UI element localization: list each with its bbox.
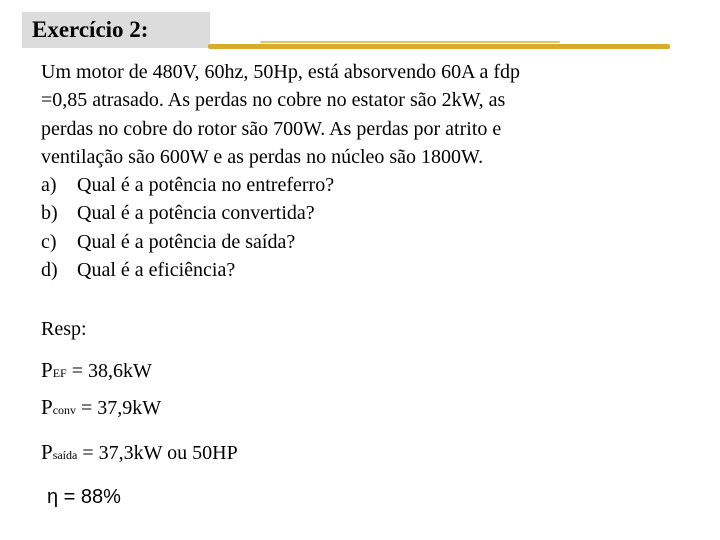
question-b xyxy=(41,199,641,227)
problem-line: =0,85 atrasado. As perdas no cobre no estator são 2kW, as xyxy=(41,89,506,112)
question-text: Qual é a eficiência? xyxy=(77,259,236,282)
problem-statement xyxy=(41,58,641,284)
answer-p-saida xyxy=(41,440,238,465)
answer-efficiency: η = 88% xyxy=(47,486,121,508)
question-text: Qual é a potência no entreferro? xyxy=(77,174,335,197)
title-box xyxy=(22,12,210,48)
answer-symbol: P xyxy=(41,358,53,382)
answer-subscript: EF xyxy=(52,366,67,380)
problem-line: Um motor de 480V, 60hz, 50Hp, está absorvendo 60A a fdp xyxy=(41,61,521,83)
answer-label: Resp: xyxy=(41,318,87,340)
answer-p-ef xyxy=(41,358,152,383)
answer-symbol: P xyxy=(41,395,53,419)
answer-subscript: conv xyxy=(52,403,77,417)
answer-value: = 38,6kW xyxy=(66,360,152,382)
question-text: Qual é a potência de saída? xyxy=(77,230,296,253)
answer-subscript: saída xyxy=(52,448,78,462)
slide-title: Exercício 2: xyxy=(32,17,149,42)
question-letter: b) xyxy=(41,202,58,225)
answer-value: = 37,9kW xyxy=(76,397,162,419)
question-list xyxy=(41,171,641,284)
answer-value: = 37,3kW ou 50HP xyxy=(77,442,238,464)
question-d xyxy=(41,256,641,284)
question-text: Qual é a potência convertida? xyxy=(77,202,315,225)
answer-p-conv xyxy=(41,395,161,420)
title-underline-accent xyxy=(260,41,560,43)
answer-symbol: P xyxy=(41,440,53,464)
question-c xyxy=(41,228,641,256)
question-letter: c) xyxy=(41,230,57,253)
question-letter: a) xyxy=(41,174,57,197)
title-underline xyxy=(208,44,670,49)
problem-line: ventilação são 600W e as perdas no núcleo são 1800W. xyxy=(41,145,484,168)
question-a xyxy=(41,171,641,199)
problem-line: perdas no cobre do rotor são 700W. As perdas por atrito e xyxy=(41,117,502,140)
question-letter: d) xyxy=(41,259,58,282)
